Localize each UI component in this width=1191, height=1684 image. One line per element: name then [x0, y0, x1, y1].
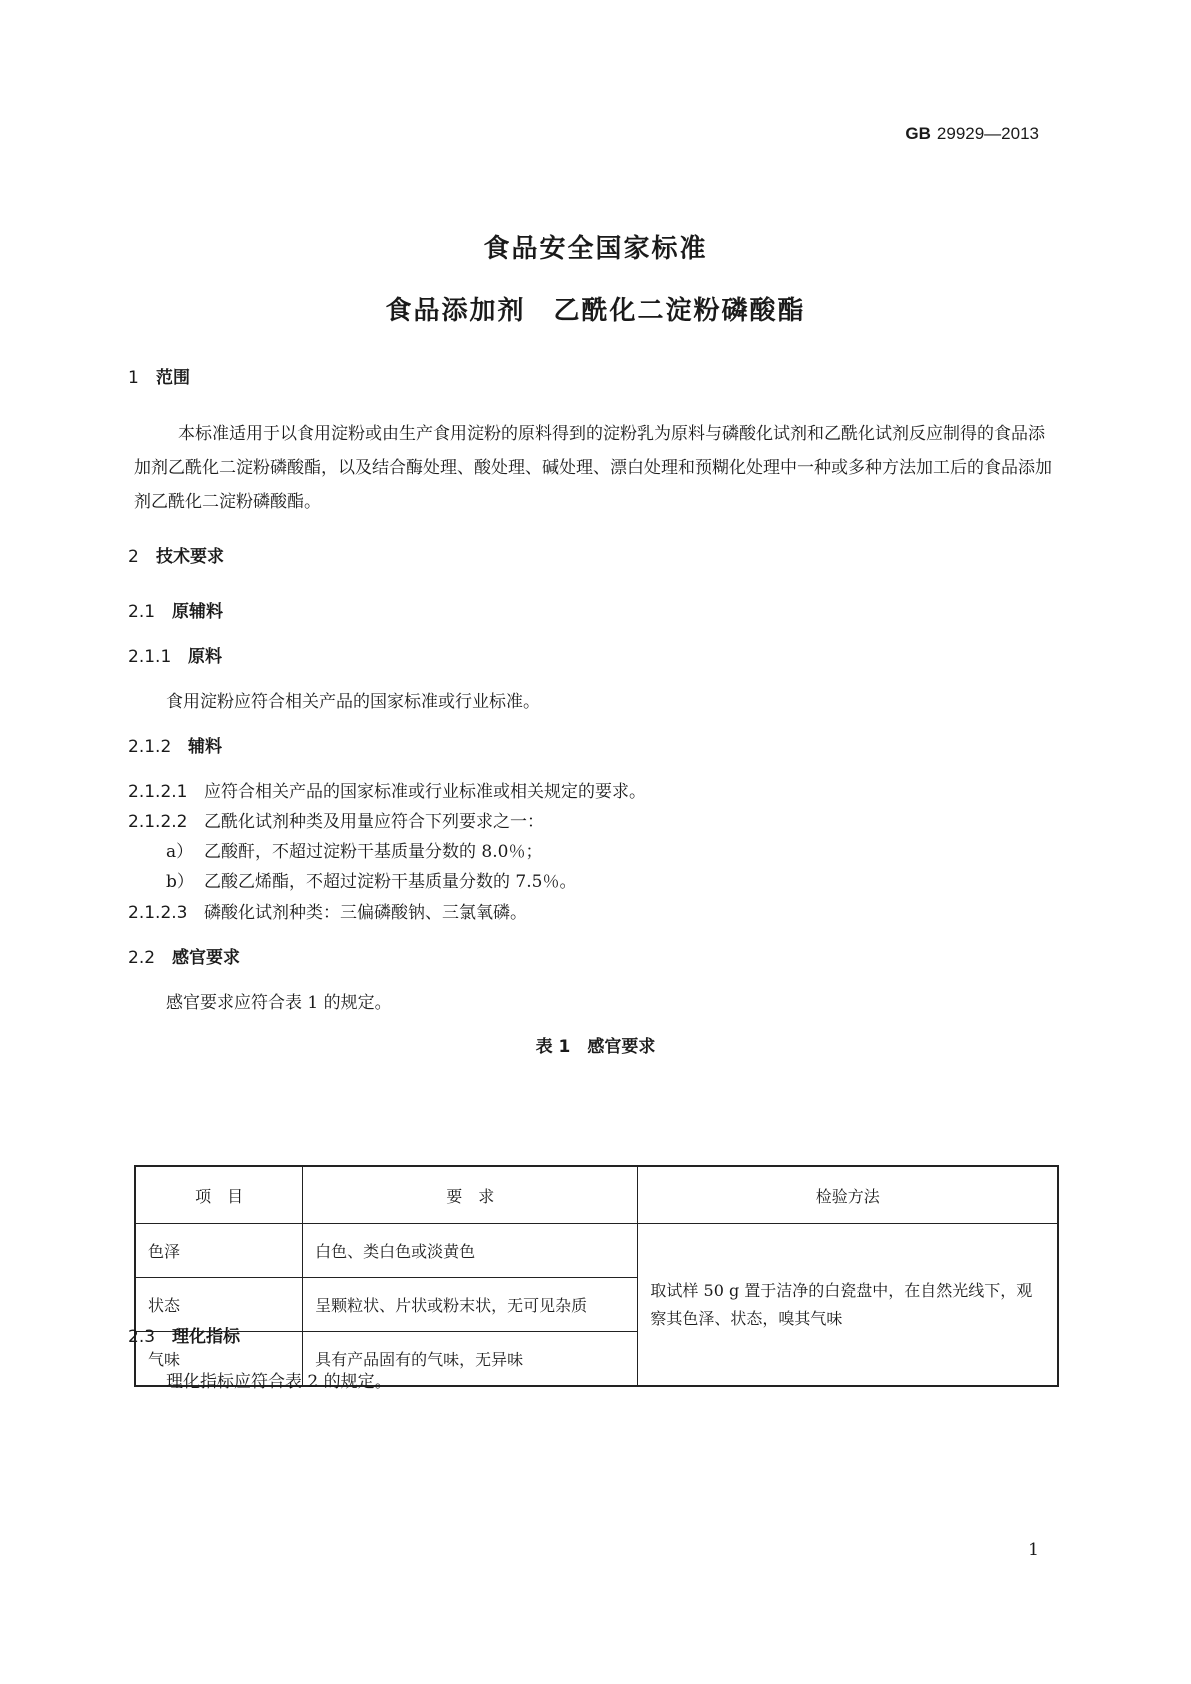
list-item-a [166, 837, 542, 862]
column-header-item: 项 目 [135, 1166, 303, 1224]
section-2-heading [128, 542, 224, 567]
cell-item: 状态 [135, 1278, 303, 1332]
table-1-caption: 表 1 感官要求 [535, 1037, 656, 1057]
cell-item: 色泽 [135, 1224, 303, 1278]
section-number: 2 [128, 547, 139, 567]
section-title: 理化指标 [172, 1327, 240, 1347]
page-number: 1 [1028, 1540, 1039, 1560]
column-header-requirement: 要 求 [303, 1166, 638, 1224]
section-number: 2.3 [128, 1327, 156, 1347]
section-2-2-heading [128, 943, 240, 968]
list-item-b [166, 867, 576, 892]
list-text: 乙酸酐，不超过淀粉干基质量分数的 8.0％； [204, 842, 543, 862]
section-2-1-1-text: 食用淀粉应符合相关产品的国家标准或行业标准。 [166, 692, 540, 712]
cell-requirement: 具有产品固有的气味，无异味 [303, 1332, 638, 1387]
cell-item: 气味 [135, 1332, 303, 1387]
clause-number: 2.1.2.2 [128, 812, 188, 832]
section-title: 原料 [188, 647, 222, 667]
list-label: a） [166, 842, 194, 862]
clause-text: 磷酸化试剂种类：三偏磷酸钠、三氯氧磷。 [204, 903, 527, 923]
clause-number: 2.1.2.1 [128, 782, 188, 802]
section-1-paragraph [134, 417, 1059, 519]
section-number: 1 [128, 368, 139, 388]
section-title: 感官要求 [172, 948, 240, 968]
cell-requirement: 呈颗粒状、片状或粉末状，无可见杂质 [303, 1278, 638, 1332]
doc-title-sub: 食品添加剂 乙酰化二淀粉磷酸酯 [385, 296, 806, 326]
standard-prefix: GB [905, 124, 931, 143]
column-header-method: 检验方法 [638, 1166, 1058, 1224]
clause-number: 2.1.2.3 [128, 903, 188, 923]
section-2-1-1-heading [128, 642, 222, 667]
section-2-3-text: 理化指标应符合表 2 的规定。 [166, 1372, 392, 1392]
section-title: 技术要求 [156, 547, 224, 567]
section-number: 2.1.1 [128, 647, 172, 667]
section-title: 原辅料 [172, 602, 223, 622]
table-row [135, 1224, 1058, 1278]
clause-2-1-2-2 [128, 807, 544, 832]
section-number: 2.1 [128, 602, 156, 622]
section-number: 2.2 [128, 948, 156, 968]
clause-2-1-2-3 [128, 898, 527, 923]
list-label: b） [166, 872, 194, 892]
section-number: 2.1.2 [128, 737, 172, 757]
clause-text: 应符合相关产品的国家标准或行业标准或相关规定的要求。 [204, 782, 646, 802]
standard-number: 29929—2013 [936, 124, 1039, 143]
cell-requirement: 白色、类白色或淡黄色 [303, 1224, 638, 1278]
section-1-text: 本标准适用于以食用淀粉或由生产食用淀粉的原料得到的淀粉乳为原料与磷酸化试剂和乙酰化试剂反应制得的食品添加剂乙酰化二淀粉磷酸酯，以及结合酶处理、酸处理、碱处理、漂白处理和预糊化处理中一种或多种方法加工后的食品添加剂乙酰化二淀粉磷酸酯。 [134, 424, 1052, 512]
cell-method: 取试样 50 g 置于洁净的白瓷盘中，在自然光线下，观察其色泽、状态，嗅其气味 [638, 1224, 1058, 1387]
section-2-2-text: 感官要求应符合表 1 的规定。 [166, 993, 392, 1013]
section-1-heading [128, 363, 190, 388]
table-header-row [135, 1166, 1058, 1224]
doc-title-main: 食品安全国家标准 [483, 234, 708, 264]
section-title: 辅料 [188, 737, 222, 757]
section-2-1-heading [128, 597, 223, 622]
standard-code [905, 124, 1039, 144]
list-text: 乙酸乙烯酯，不超过淀粉干基质量分数的 7.5％。 [204, 872, 577, 892]
section-2-3-heading [128, 1322, 240, 1347]
clause-2-1-2-1 [128, 777, 646, 802]
table-sensory-requirements [134, 1165, 1059, 1387]
section-2-1-2-heading [128, 732, 222, 757]
section-title: 范围 [156, 368, 190, 388]
clause-text: 乙酰化试剂种类及用量应符合下列要求之一： [204, 812, 544, 832]
